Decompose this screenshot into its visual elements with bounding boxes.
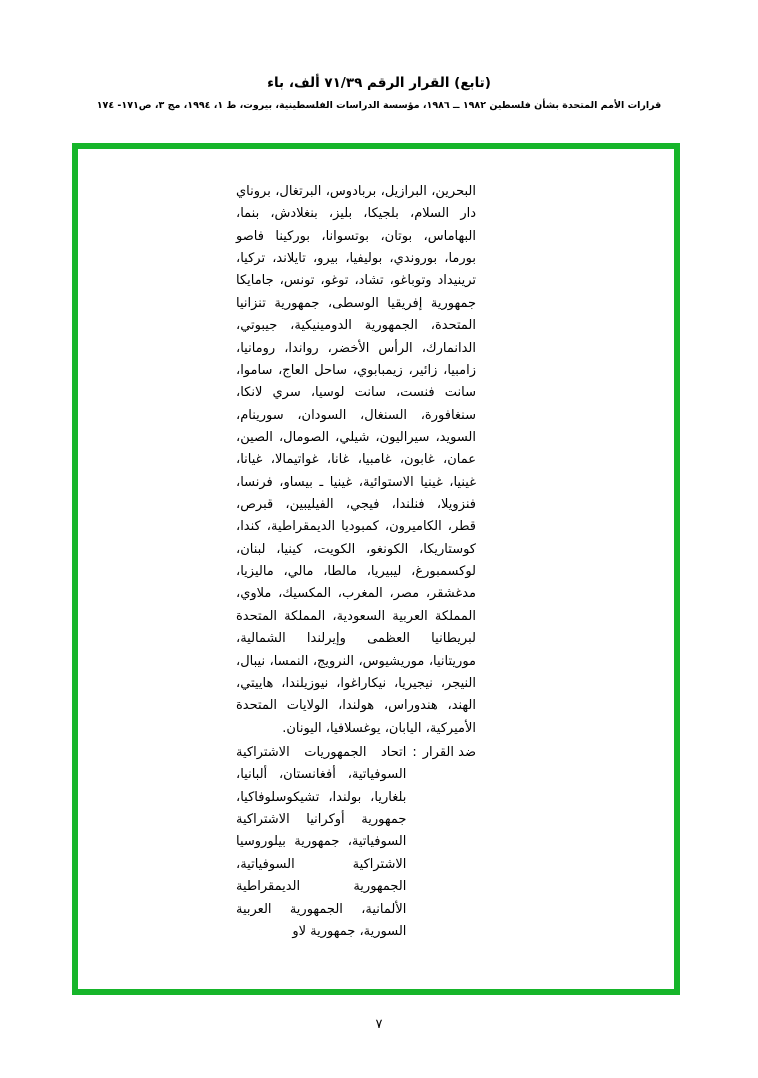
against-resolution-row [236, 742, 476, 943]
page-number: ٧ [375, 1017, 383, 1032]
page-header [0, 74, 758, 112]
content-frame [72, 143, 680, 995]
against-colon: : [412, 744, 417, 760]
against-label: ضد القرار [422, 744, 476, 760]
countries-paragraph: البحرين، البرازيل، بربادوس، البرتغال، بروناي دار السلام، بلجيكا، بليز، بنغلادش، بنما، البهاماس، بوتان، بوتسوانا، بوركينا فاصو بورما، بوروندي، بوليفيا، بيرو، تايلاند، تركيا، ترينيداد وتوباغو، تشاد، توغو، تونس، جامايكا جمهورية إفريقيا الوسطى، جمهورية تنزانيا المتحدة، الجمهورية الدومينيكية، جيبوتي، الدانمارك، الرأس الأخضر، رواندا، رومانيا، زامبيا، زائير، زيمبابوي، ساحل العاج، ساموا، سانت فنست، سانت لوسيا، سري لانكا، سنغافورة، السنغال، السودان، سورينام، السويد، سيراليون، شيلي، الصومال، الصين، عمان، غابون، غامبيا، غانا، غواتيمالا، غيانا، غينيا، غينيا الاستوائية، غينيا ـ بيساو، فرنسا، فنزويلا، فنلندا، فيجي، الفيليبين، قبرص، قطر، الكاميرون، كمبوديا الديمقراطية، كندا، كوستاريكا، الكونغو، الكويت، كينيا، لبنان، لوكسمبورغ، ليبيريا، مالطا، مالي، ماليزيا، مدغشقر، مصر، المغرب، المكسيك، ملاوي، المملكة العربية السعودية، المملكة المتحدة لبريطانيا العظمى وإيرلندا الشمالية، موريتانيا، موريشيوس، النرويج، النمسا، نيبال، النيجر، نيجيريا، نيكاراغوا، نيوزيلندا، هاييتي، الهند، هندوراس، هولندا، الولايات المتحدة الأميركية، اليابان، يوغسلافيا، اليونان. [236, 184, 476, 736]
page-title: (تابع) القرار الرقم ٧١/٣٩ ألف، باء [267, 75, 491, 91]
against-countries-list: اتحاد الجمهوريات الاشتراكية السوفياتية، أفغانستان، ألبانيا، بلغاريا، بولندا، تشيكوسلوفاكيا، جمهورية أوكرانيا الاشتراكية السوفياتية، جمهورية بيلوروسيا الاشتراكية السوفياتية، الجمهورية الديمقراطية الألمانية، الجمهورية العربية السورية، جمهورية لاو [236, 744, 407, 939]
source-citation: قرارات الأمم المتحدة بشأن فلسطين ١٩٨٢ ــ ١٩٨٦، مؤسسة الدراسات الفلسطينية، بيروت، ط ١، ١٩٩٤، مج ٣، ص١٧١- ١٧٤ [96, 99, 662, 111]
body-text [236, 181, 476, 943]
